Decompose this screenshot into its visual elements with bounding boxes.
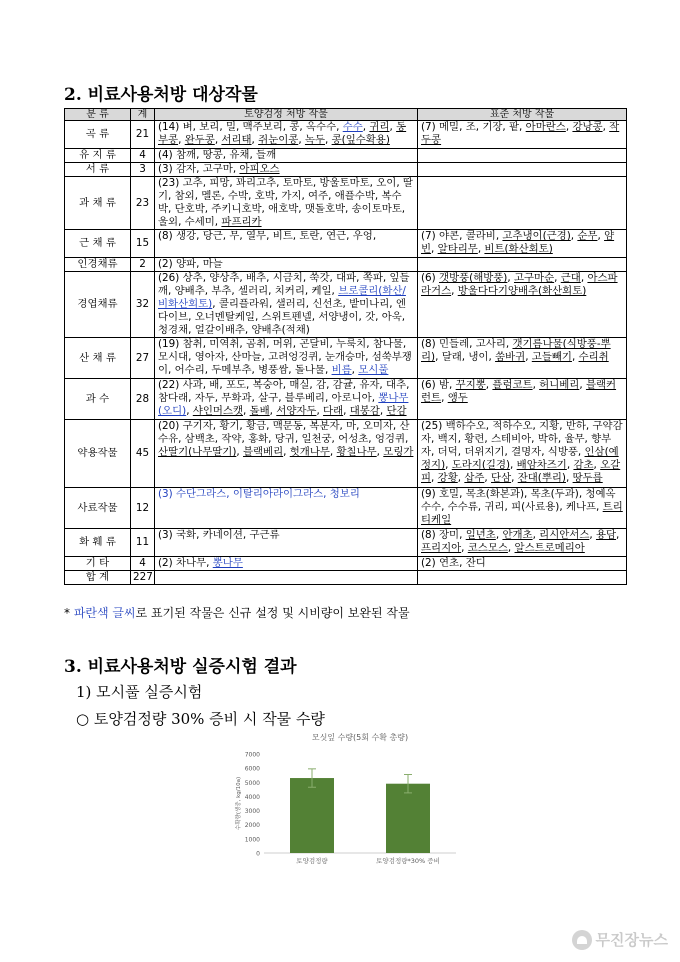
crop-text: 쑴바귀 [495, 351, 526, 363]
crop-text: 파프리카 [221, 216, 262, 228]
table-row [65, 149, 627, 163]
crop-text: 갯기름나물(식방풍-뿌리) [421, 338, 611, 363]
crop-text: 헛개나무 [289, 446, 330, 458]
row-category: 유 지 류 [65, 149, 131, 163]
row-category: 과 수 [65, 379, 131, 420]
watermark [572, 929, 668, 950]
crop-text: , [325, 134, 332, 146]
y-tick-label: 3000 [244, 808, 260, 816]
crop-text: 삽주 [464, 472, 485, 484]
crop-text: , [580, 272, 588, 284]
bar-1 [290, 778, 334, 853]
crop-text: , [251, 134, 259, 146]
crop-text: , [389, 121, 397, 133]
crop-text: , [316, 405, 324, 417]
row-soil-test-crops [155, 272, 418, 338]
row-count: 27 [131, 338, 155, 379]
bar-2 [386, 784, 430, 853]
row-count: 28 [131, 379, 155, 420]
crop-text: (3) 감자, 고구마, [158, 163, 240, 175]
row-standard-crops [418, 163, 627, 177]
crop-text: , [593, 459, 601, 471]
crop-text: , [461, 542, 468, 554]
crop-text: (19) 참취, 미역취, 곰취, 머위, 곤달비, 누룩치, 참나물, 모시대, 영아자, 산마늘, 고려엉겅퀴, 눈개승마, 섬쑥부쟁이, 어수리, 두메부추, 병풍쌈, 돌나물, [158, 338, 412, 376]
note-text: 로 표기된 작물은 신규 설정 및 시비량이 보완된 작물 [135, 606, 410, 620]
crop-text: , [554, 272, 561, 284]
crop-text: 수리취 [578, 351, 609, 363]
header-count: 계 [131, 109, 155, 121]
row-count: 12 [131, 488, 155, 529]
row-soil-test-crops [155, 121, 418, 149]
crop-text: 아스파라거스 [421, 272, 618, 297]
crop-text: 강황 [437, 472, 458, 484]
row-standard-crops [418, 230, 627, 258]
row-count: 4 [131, 557, 155, 571]
crop-text: 순무 [577, 230, 598, 242]
row-standard-crops [418, 420, 627, 488]
crop-text: 배암차즈기 [516, 459, 567, 471]
crop-text: , [597, 230, 605, 242]
y-tick-label: 4000 [244, 793, 260, 801]
crop-text: 산딸기(나무딸기) [158, 446, 237, 458]
row-standard-crops [418, 379, 627, 420]
y-tick-label: 0 [256, 850, 260, 858]
row-soil-test-crops [155, 529, 418, 557]
crop-text: 앵두 [447, 392, 468, 404]
crop-text: (3) 국화, 카네이션, 구근류 [158, 529, 280, 541]
crop-text: (9) 호밀, 목초(화본과), 목초(두과), 청예옥수수, 수수류, 귀리, 피(사료용), 케나프, [421, 488, 616, 513]
crop-text: 플럼코트 [492, 379, 533, 391]
crop-text: 갯방풍(해방풍) [439, 272, 508, 284]
crop-text: , [565, 121, 573, 133]
header-standard: 표준 처방 작물 [418, 109, 627, 121]
crop-text: 오갈피 [421, 459, 621, 484]
row-category: 인경채류 [65, 258, 131, 272]
crop-text: , 콜리플라워, 샐러리, 신선초, 밭미나리, 엔다이브, 오너멘탈케일, 스위트펜넬, 서양냉이, 갓, 아욱, 청경채, 얼갈이배추, 양배추(적채) [158, 298, 406, 336]
crop-text: , [351, 364, 359, 376]
crop-text: , [510, 459, 517, 471]
crop-text: 쥐눈이콩 [258, 134, 299, 146]
crop-text: 감초 [573, 459, 594, 471]
table-row [65, 121, 627, 149]
row-standard-crops [418, 557, 627, 571]
note-highlight: 파란색 글씨 [73, 606, 136, 620]
crop-text: , [178, 134, 185, 146]
crop-text: , [495, 529, 503, 541]
category-label-1: 토양검정량 [296, 857, 328, 865]
crop-text: , [616, 529, 620, 541]
crop-text: (7) 메밀, 조, 기장, 팥, [421, 121, 526, 133]
crop-text: 수수 [342, 121, 363, 133]
crop-text: , [511, 472, 518, 484]
crop-text: , [485, 379, 493, 391]
row-soil-test-crops [155, 338, 418, 379]
category-label-2: 토양검정량*30% 증비 [376, 857, 440, 865]
row-category: 과 채 류 [65, 177, 131, 230]
header-category: 분 류 [65, 109, 131, 121]
row-category: 화 훼 류 [65, 529, 131, 557]
crop-text: , [362, 121, 370, 133]
crop-text: , [566, 459, 574, 471]
crop-text: 돌배 [249, 405, 270, 417]
crop-text: (4) 참깨, 땅콩, 유채, 들깨 [158, 149, 277, 161]
crop-text: , [532, 529, 540, 541]
table-row [65, 529, 627, 557]
crop-text: (6) 밤, [421, 379, 456, 391]
section-2-title: 2. 비료사용처방 대상작물 [64, 85, 258, 105]
crop-text: (22) 사과, 배, 포도, 복숭아, 매실, 감, 감귤, 유자, 대추, 참다래, 자두, 무화과, 살구, 블루베리, 아로니아, [158, 379, 410, 404]
crop-text: 완두콩 [184, 134, 215, 146]
crop-text: 단감 [386, 405, 407, 417]
crop-text: 고구마순 [513, 272, 555, 284]
table-body [65, 121, 627, 585]
row-count: 4 [131, 149, 155, 163]
watermark-logo-icon [572, 930, 592, 950]
row-soil-test-crops [155, 230, 418, 258]
row-soil-test-crops [155, 557, 418, 571]
table-row [65, 557, 627, 571]
crop-text: , [431, 472, 438, 484]
crop-text: 방울다다기양배추(화산회토) [457, 285, 587, 297]
table-row [65, 571, 627, 585]
row-count: 227 [131, 571, 155, 585]
crop-text: 황칠나무 [336, 446, 377, 458]
crop-text: 동부콩 [158, 121, 407, 146]
crop-text: 작두콩 [421, 121, 620, 146]
crop-text: (26) 상추, 양상추, 배추, 시금치, 쑥갓, 대파, 쪽파, 잎들깨, 양배추, 부추, 셀러리, 치커리, 케일, [158, 272, 410, 297]
crop-text: (25) 백하수오, 적하수오, 지황, 반하, 구약감자, 백지, 황련, 스테비아, 박하, 율무, 향부자, 더덕, 더위지기, 결명자, 식방풍, [421, 420, 623, 458]
table-row [65, 163, 627, 177]
crop-text: 블랙베리 [242, 446, 284, 458]
section-3-title: 3. 비료사용처방 실증시험 결과 [64, 657, 297, 677]
crop-text: 모시풀 [358, 364, 389, 376]
crop-text: 얌빈 [421, 230, 615, 255]
row-count: 45 [131, 420, 155, 488]
crop-text: , [445, 459, 452, 471]
crop-text: , [242, 405, 250, 417]
row-category: 기 타 [65, 557, 131, 571]
row-count: 32 [131, 272, 155, 338]
table-row [65, 258, 627, 272]
row-soil-test-crops [155, 379, 418, 420]
row-soil-test-crops [155, 420, 418, 488]
crop-text: 블랙커런트 [421, 379, 617, 404]
row-soil-test-crops [155, 571, 418, 585]
crop-text: 땅두릅 [572, 472, 603, 484]
crop-text: 뽕나무(오디) [158, 392, 409, 417]
crop-text: , [507, 272, 514, 284]
crop-text: , [525, 351, 532, 363]
crop-text: , 달래, 냉이, [435, 351, 496, 363]
crop-text: (2) 양파, 마늘 [158, 258, 223, 270]
row-standard-crops [418, 571, 627, 585]
crop-text: , [431, 243, 438, 255]
y-axis-label: 수확량(생중, kg/10a) [236, 776, 242, 831]
crop-text: 알스트로메리아 [514, 542, 585, 554]
crop-text: 다래 [323, 405, 344, 417]
crop-text: 근대 [560, 272, 581, 284]
crop-text: 아피오스 [239, 163, 280, 175]
crop-text: , [579, 379, 586, 391]
yield-bar-chart [224, 730, 464, 870]
crop-text: (7) 야콘, 콜라비, [421, 230, 503, 242]
crop-text: , [298, 134, 305, 146]
crop-text: , [507, 542, 515, 554]
crop-text: 귀리 [369, 121, 390, 133]
row-standard-crops [418, 529, 627, 557]
row-count: 2 [131, 258, 155, 272]
y-tick-label: 7000 [244, 751, 260, 759]
row-soil-test-crops [155, 163, 418, 177]
row-category: 곡 류 [65, 121, 131, 149]
table-row [65, 379, 627, 420]
crop-text: , [477, 243, 485, 255]
row-category: 사료작물 [65, 488, 131, 529]
crop-text: 단삼 [491, 472, 512, 484]
crop-text: 녹두 [304, 134, 325, 146]
row-category: 합 계 [65, 571, 131, 585]
crop-text: (3) 수단그라스, 이탈리아라이그라스, 청보리 [158, 488, 360, 500]
crop-text: , [283, 446, 290, 458]
row-soil-test-crops [155, 488, 418, 529]
crop-text: 뽕나무 [212, 557, 243, 569]
crop-text: 콩(잎수확용) [331, 134, 390, 146]
crop-text: 코스모스 [467, 542, 508, 554]
crop-text: (8) 민들레, 고사리, [421, 338, 513, 350]
chart-title: 모싯잎 수량(5회 수확 총량) [311, 733, 409, 742]
crop-text: (6) [421, 272, 440, 284]
crop-text: 고추냉이(근경) [502, 230, 571, 242]
y-tick-label: 1000 [244, 836, 260, 844]
row-soil-test-crops [155, 177, 418, 230]
crop-text: 고들빼기 [531, 351, 572, 363]
crop-text: 서리태 [221, 134, 252, 146]
crop-text: 리시안서스 [539, 529, 590, 541]
subsection-2: ○ 토양검정량 30% 증비 시 작물 수량 [76, 710, 325, 728]
table-row [65, 338, 627, 379]
row-soil-test-crops [155, 258, 418, 272]
crop-text: 프리지아 [421, 542, 462, 554]
crop-text: , [269, 405, 277, 417]
y-tick-label: 5000 [244, 779, 260, 787]
crop-text: , [186, 405, 193, 417]
legend-note: * 파란색 글씨로 표기된 작물은 신규 설정 및 시비량이 보완된 작물 [64, 606, 410, 620]
row-category: 약용작물 [65, 420, 131, 488]
crop-text: , [236, 446, 243, 458]
crop-text: , [451, 285, 458, 297]
crop-text: (2) 연초, 잔디 [421, 557, 486, 569]
crop-text: 대봉감 [349, 405, 380, 417]
crop-text: (14) 벼, 보리, 밀, 맥주보리, 콩, 옥수수, [158, 121, 343, 133]
crop-text: , [484, 472, 492, 484]
table-header-row [65, 109, 627, 121]
table-row [65, 488, 627, 529]
crop-text: , [376, 446, 384, 458]
crop-text: , [457, 472, 465, 484]
subsection-1: 1) 모시풀 실증시험 [76, 683, 203, 701]
row-standard-crops [418, 121, 627, 149]
crop-text: , [214, 134, 222, 146]
crop-text: 비트(화산회토) [484, 243, 553, 255]
row-standard-crops [418, 258, 627, 272]
crop-text: 샤인머스캣 [192, 405, 243, 417]
table-row [65, 230, 627, 258]
crop-text: 도라지(길경) [451, 459, 511, 471]
row-standard-crops [418, 272, 627, 338]
row-soil-test-crops [155, 149, 418, 163]
row-count: 3 [131, 163, 155, 177]
crop-text: 잔대(뿌리) [517, 472, 566, 484]
crop-text: 일년초 [465, 529, 496, 541]
crop-text: 모링가 [383, 446, 414, 458]
row-count: 15 [131, 230, 155, 258]
crop-text: (8) 장미, [421, 529, 466, 541]
crop-text: (20) 구기자, 황기, 황금, 맥문동, 복분자, 마, 오미자, 산수유, 삼백초, 작약, 홍화, 당귀, 일천궁, 어성초, 엉겅퀴, [158, 420, 410, 445]
crop-text: 아마란스 [525, 121, 566, 133]
y-tick-label: 2000 [244, 822, 260, 830]
header-soil-test: 토양검정 처방 작물 [155, 109, 418, 121]
row-count: 21 [131, 121, 155, 149]
crop-text: , [571, 351, 579, 363]
crop-text: , [441, 392, 448, 404]
crop-text: 트리티케일 [421, 501, 623, 526]
crop-text: 용담 [595, 529, 617, 541]
row-standard-crops [418, 488, 627, 529]
crop-text: 꾸지뽕 [455, 379, 486, 391]
table-row [65, 177, 627, 230]
row-category: 근 채 류 [65, 230, 131, 258]
row-count: 23 [131, 177, 155, 230]
row-standard-crops [418, 338, 627, 379]
table-row [65, 420, 627, 488]
crop-text: 강낭콩 [572, 121, 603, 133]
crop-text: 허니베리 [539, 379, 580, 391]
crop-text: 알타리무 [437, 243, 478, 255]
y-tick-label: 6000 [244, 765, 260, 773]
row-category: 산 채 류 [65, 338, 131, 379]
crop-text: 안개초 [502, 529, 533, 541]
crop-text: , [329, 446, 337, 458]
crop-text: (23) 고추, 피망, 꽈리고추, 토마토, 방울토마토, 오이, 딸기, 참외, 멜론, 수박, 호박, 가지, 여주, 애플수박, 복수박, 단호박, 주키니호박, 애호박, 맷돌호박, 송이토마토, 울외, 수세미, [158, 177, 413, 228]
crop-text: , [602, 121, 610, 133]
crop-text: (8) 생강, 당근, 무, 열무, 비트, 토란, 연근, 우엉, [158, 230, 377, 242]
row-category: 서 류 [65, 163, 131, 177]
crop-text: , [343, 405, 350, 417]
crop-text: , [565, 472, 573, 484]
crop-text: , [532, 379, 540, 391]
crop-text: , [570, 230, 578, 242]
crop-text: 인삼(예정지) [421, 446, 619, 471]
row-standard-crops [418, 177, 627, 230]
crop-text: , [379, 405, 387, 417]
crop-text: (2) 차나무, [158, 557, 213, 569]
row-category: 경엽채류 [65, 272, 131, 338]
crop-text: 서양자두 [276, 405, 317, 417]
table-row [65, 272, 627, 338]
crop-text: 브로콜리(화산/비화산회토) [158, 285, 406, 310]
target-crop-table [64, 108, 627, 585]
crop-text: 비름 [331, 364, 352, 376]
row-count: 11 [131, 529, 155, 557]
crop-text: , [589, 529, 596, 541]
row-standard-crops [418, 149, 627, 163]
watermark-text: 무진장뉴스 [595, 931, 668, 949]
